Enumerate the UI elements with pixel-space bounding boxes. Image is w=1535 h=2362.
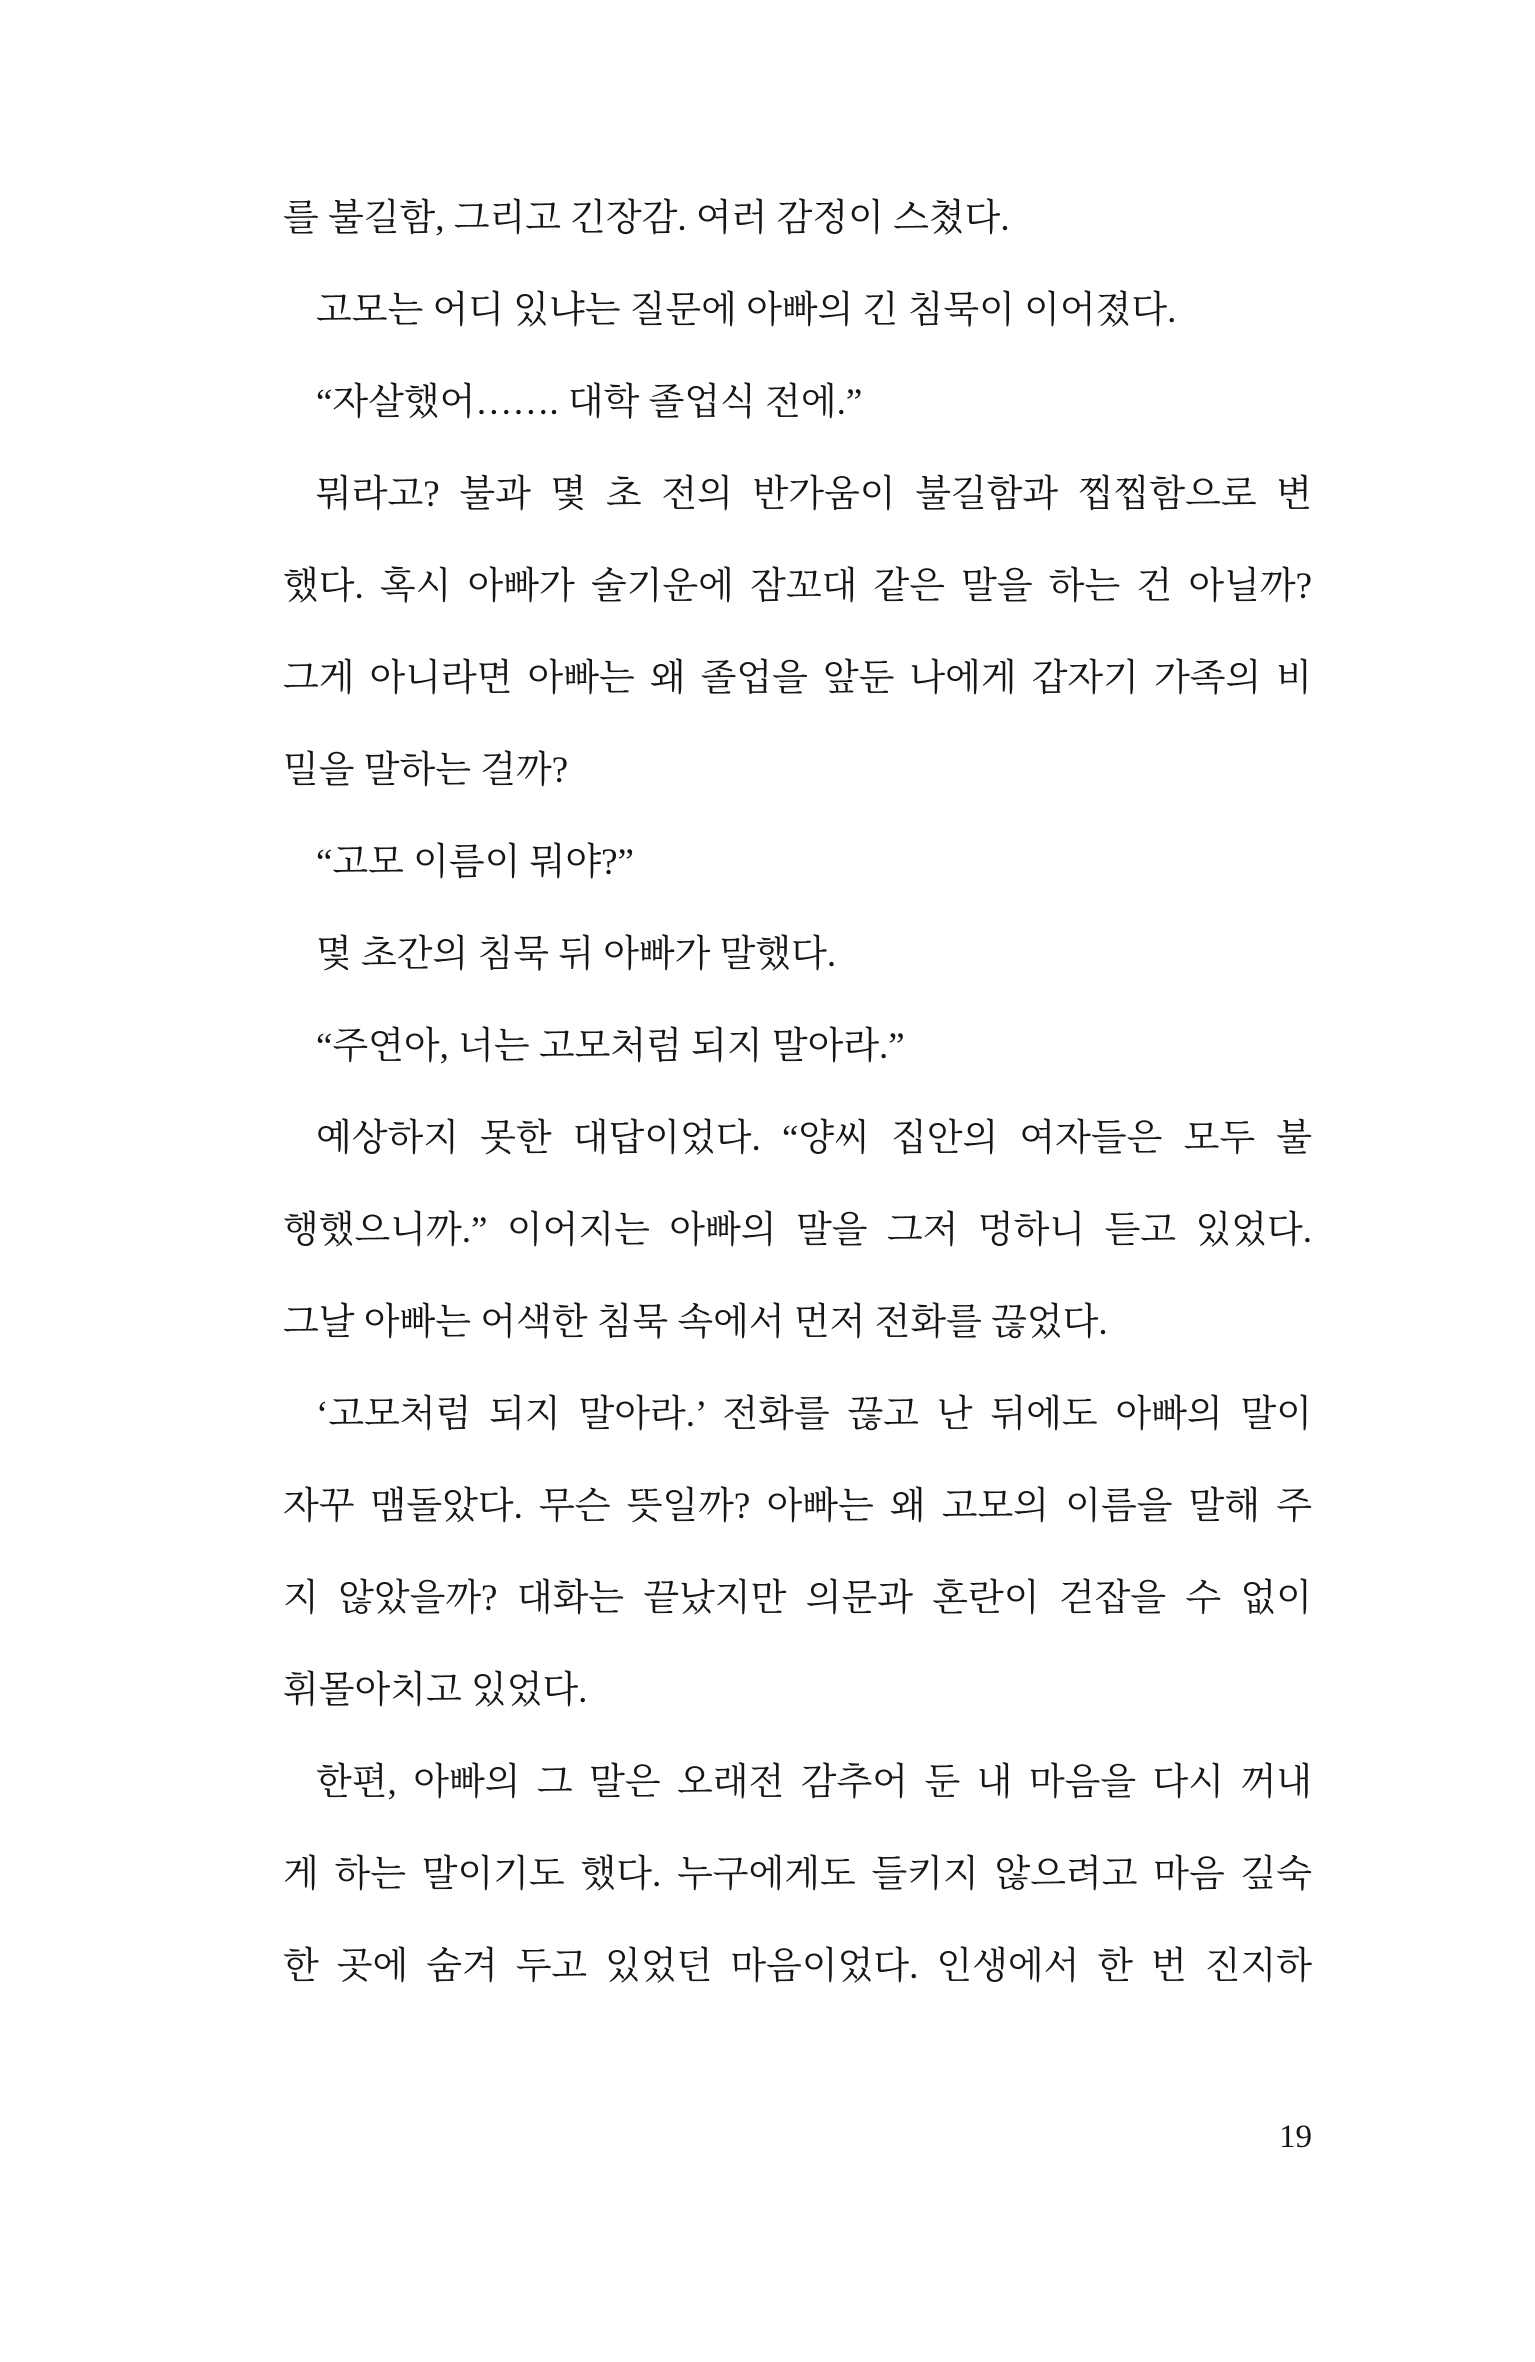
text-line: 몇 초간의 침묵 뒤 아빠가 말했다.	[316, 934, 837, 975]
text-line: 를 불길함, 그리고 긴장감. 여러 감정이 스쳤다.	[283, 198, 1010, 239]
text-line: 뭐라고? 불과 몇 초 전의 반가움이 불길함과 찝찝함으로 변	[316, 474, 1312, 515]
text-line: ‘고모처럼 되지 말아라.’ 전화를 끊고 난 뒤에도 아빠의 말이	[316, 1394, 1312, 1435]
text-line-dialogue: “주연아, 너는 고모처럼 되지 말아라.”	[316, 1026, 905, 1067]
text-line: 했다. 혹시 아빠가 술기운에 잠꼬대 같은 말을 하는 건 아닐까?	[283, 566, 1312, 607]
text-line: 자꾸 맴돌았다. 무슨 뜻일까? 아빠는 왜 고모의 이름을 말해 주	[283, 1486, 1312, 1527]
text-line-dialogue: “고모 이름이 뭐야?”	[316, 842, 634, 883]
text-line: 행했으니까.” 이어지는 아빠의 말을 그저 멍하니 듣고 있었다.	[283, 1210, 1312, 1251]
text-line-dialogue: “자살했어……. 대학 졸업식 전에.”	[316, 382, 863, 423]
text-line: 그게 아니라면 아빠는 왜 졸업을 앞둔 나에게 갑자기 가족의 비	[283, 658, 1312, 699]
text-line: 한 곳에 숨겨 두고 있었던 마음이었다. 인생에서 한 번 진지하	[283, 1946, 1312, 1987]
text-line: 휘몰아치고 있었다.	[283, 1670, 588, 1711]
text-line: 한편, 아빠의 그 말은 오래전 감추어 둔 내 마음을 다시 꺼내	[316, 1762, 1312, 1803]
text-line: 게 하는 말이기도 했다. 누구에게도 들키지 않으려고 마음 깊숙	[283, 1854, 1312, 1895]
text-line: 지 않았을까? 대화는 끝났지만 의문과 혼란이 걷잡을 수 없이	[283, 1578, 1312, 1619]
text-line: 고모는 어디 있냐는 질문에 아빠의 긴 침묵이 이어졌다.	[316, 290, 1177, 331]
page-text	[283, 173, 1312, 2013]
page-number: 19	[1279, 2119, 1312, 2155]
text-line: 그날 아빠는 어색한 침묵 속에서 먼저 전화를 끊었다.	[283, 1302, 1108, 1343]
text-line: 예상하지 못한 대답이었다. “양씨 집안의 여자들은 모두 불	[316, 1118, 1312, 1159]
text-line: 밀을 말하는 걸까?	[283, 750, 569, 791]
